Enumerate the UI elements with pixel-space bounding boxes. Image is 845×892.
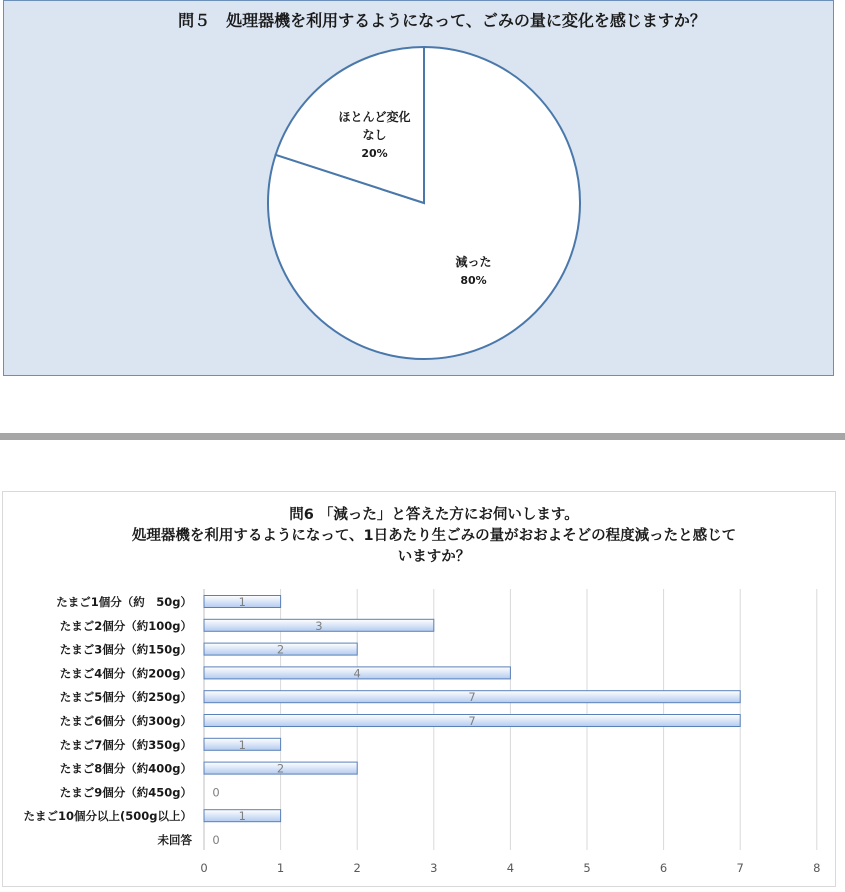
- bar-chart: [3, 492, 837, 888]
- bar-data-label: 2: [276, 642, 285, 657]
- pie-slice-label: ほとんど変化: [338, 109, 411, 124]
- x-tick-label: 0: [200, 861, 208, 875]
- x-tick-label: 7: [736, 861, 744, 875]
- x-tick-label: 5: [583, 861, 591, 875]
- bar-data-label: 0: [212, 785, 220, 800]
- category-label: たまご5個分（約250g）: [59, 690, 192, 705]
- bar-chart-title-line: いますか？: [397, 549, 471, 565]
- bar-chart-panel: [2, 491, 836, 887]
- pie-chart-title: 問５ 処理器機を利用するようになって、ごみの量に変化を感じますか？: [178, 11, 706, 30]
- x-tick-label: 1: [276, 861, 285, 875]
- pie-chart-panel: [3, 0, 834, 376]
- category-label: 未回答: [157, 833, 192, 847]
- bar-data-label: 1: [238, 809, 246, 824]
- category-label: たまご9個分（約450g）: [59, 785, 192, 800]
- pie-chart: [4, 1, 835, 377]
- category-label: たまご6個分（約300g）: [59, 714, 192, 728]
- bar-data-label: 0: [212, 833, 220, 847]
- category-label: たまご10個分以上(500g以上）: [23, 809, 192, 824]
- x-tick-label: 8: [813, 861, 821, 875]
- bar-data-label: 2: [276, 761, 285, 776]
- bar-data-label: 3: [315, 618, 323, 633]
- x-tick-label: 2: [353, 861, 361, 875]
- bar-data-label: 7: [468, 714, 476, 728]
- bar-data-label: 1: [238, 595, 246, 609]
- pie-slice-percent: 80%: [460, 274, 487, 288]
- category-label: たまご4個分（約200g）: [59, 666, 192, 681]
- pie-slice-label: なし: [362, 127, 387, 142]
- bar-chart-title-line: 問6 「減った」と答えた方にお伺いします。: [289, 507, 579, 523]
- category-label: たまご7個分（約350g）: [59, 737, 192, 752]
- category-label: たまご2個分（約100g）: [59, 618, 192, 633]
- pie-slice-percent: 20%: [361, 146, 388, 160]
- category-label: たまご1個分（約 50g）: [56, 595, 192, 609]
- bar-data-label: 1: [238, 737, 246, 752]
- category-label: たまご3個分（約150g）: [59, 642, 192, 657]
- section-divider: [0, 433, 845, 440]
- x-tick-label: 6: [659, 861, 668, 875]
- pie-slice-label: 減った: [455, 255, 492, 270]
- bar-data-label: 4: [353, 666, 361, 681]
- bar-chart-title-line: 処理器機を利用するようになって、1日あたり生ごみの量がおおよそどの程度減ったと感じて: [131, 528, 737, 544]
- x-tick-label: 4: [506, 861, 515, 875]
- bar-data-label: 7: [468, 690, 476, 705]
- category-label: たまご8個分（約400g）: [59, 761, 192, 776]
- x-tick-label: 3: [430, 861, 438, 875]
